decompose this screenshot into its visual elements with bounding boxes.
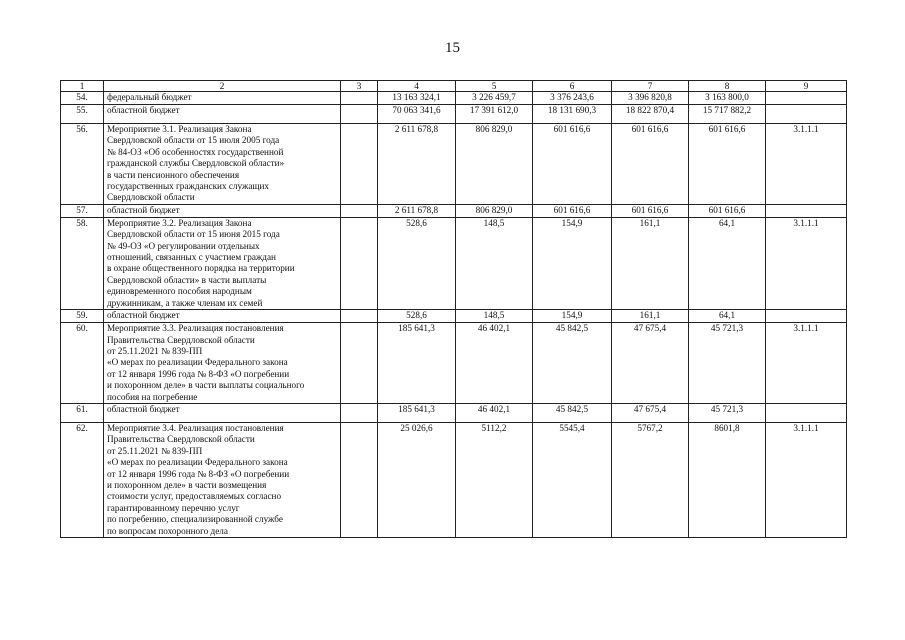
column-header: 4 (378, 81, 456, 92)
row-value-year-1: 806 829,0 (456, 124, 533, 205)
table-row (61, 323, 847, 404)
row-value-year-1: 17 391 612,0 (456, 105, 533, 124)
row-target-code: 3.1.1.1 (766, 323, 847, 404)
row-value-total: 2 611 678,8 (378, 124, 456, 205)
row-value-year-2: 18 131 690,3 (533, 105, 612, 124)
row-value-year-4: 601 616,6 (689, 124, 766, 205)
row-target-code (766, 92, 847, 105)
row-number: 57. (61, 204, 104, 217)
row-value-total: 13 163 324,1 (378, 92, 456, 105)
row-value-year-4: 15 717 882,2 (689, 105, 766, 124)
row-value-total: 25 026,6 (378, 422, 456, 537)
row-value-year-4: 3 163 800,0 (689, 92, 766, 105)
row-value-year-4: 64,1 (689, 310, 766, 323)
row-target-code (766, 204, 847, 217)
row-value-year-3: 601 616,6 (612, 124, 689, 205)
row-value-year-3: 601 616,6 (612, 204, 689, 217)
row-cell-3 (341, 422, 378, 537)
column-header: 9 (766, 81, 847, 92)
row-value-year-1: 148,5 (456, 310, 533, 323)
row-value-total: 70 063 341,6 (378, 105, 456, 124)
row-number: 60. (61, 323, 104, 404)
row-number: 54. (61, 92, 104, 105)
row-value-year-4: 64,1 (689, 217, 766, 309)
row-value-year-2: 154,9 (533, 217, 612, 309)
row-cell-3 (341, 204, 378, 217)
column-header: 2 (104, 81, 341, 92)
table-row (61, 124, 847, 205)
row-value-year-4: 8601,8 (689, 422, 766, 537)
table-row (61, 204, 847, 217)
row-description: областной бюджет (104, 403, 341, 422)
row-value-year-4: 45 721,3 (689, 323, 766, 404)
row-value-year-1: 46 402,1 (456, 403, 533, 422)
table-row (61, 105, 847, 124)
column-header: 6 (533, 81, 612, 92)
row-value-year-2: 3 376 243,6 (533, 92, 612, 105)
table-row (61, 422, 847, 537)
row-value-year-2: 154,9 (533, 310, 612, 323)
column-header: 1 (61, 81, 104, 92)
row-description: Мероприятие 3.3. Реализация постановления Правительства Свердловской области от 25.11.2021 № 839-ПП «О мерах по реализации Федерального закона от 12 января 1996 года № 8-ФЗ «О погребении и похоронном деле» в части выплаты социального пособия на погребение (104, 323, 341, 404)
row-value-total: 185 641,3 (378, 323, 456, 404)
row-value-year-2: 601 616,6 (533, 124, 612, 205)
row-value-total: 185 641,3 (378, 403, 456, 422)
row-value-year-3: 161,1 (612, 217, 689, 309)
row-cell-3 (341, 92, 378, 105)
table-row (61, 217, 847, 309)
row-value-year-4: 45 721,3 (689, 403, 766, 422)
column-header: 5 (456, 81, 533, 92)
table-row (61, 403, 847, 422)
column-header: 8 (689, 81, 766, 92)
table-row (61, 310, 847, 323)
row-description: Мероприятие 3.2. Реализация Закона Свердловской области от 15 июня 2015 года № 49-ОЗ «О регулировании отдельных отношений, связанных с участием граждан в охране общественного порядка на территории Свердловской области» в части выплаты единовременного пособия народным дружинникам, а также членам их семей (104, 217, 341, 309)
row-cell-3 (341, 217, 378, 309)
row-number: 55. (61, 105, 104, 124)
row-number: 61. (61, 403, 104, 422)
row-value-total: 528,6 (378, 310, 456, 323)
table-row (61, 92, 847, 105)
row-value-total: 528,6 (378, 217, 456, 309)
row-target-code (766, 105, 847, 124)
table-header-row (61, 81, 847, 92)
row-cell-3 (341, 105, 378, 124)
row-value-year-3: 47 675,4 (612, 323, 689, 404)
row-value-year-4: 601 616,6 (689, 204, 766, 217)
row-value-year-3: 47 675,4 (612, 403, 689, 422)
row-target-code: 3.1.1.1 (766, 124, 847, 205)
row-value-year-1: 5112,2 (456, 422, 533, 537)
page-number: 15 (445, 40, 460, 56)
row-value-year-1: 46 402,1 (456, 323, 533, 404)
column-header: 3 (341, 81, 378, 92)
row-value-year-3: 5767,2 (612, 422, 689, 537)
row-cell-3 (341, 323, 378, 404)
row-description: областной бюджет (104, 105, 341, 124)
row-description: областной бюджет (104, 310, 341, 323)
row-description: федеральный бюджет (104, 92, 341, 105)
row-value-year-2: 45 842,5 (533, 323, 612, 404)
row-description: Мероприятие 3.1. Реализация Закона Свердловской области от 15 июля 2005 года № 84-ОЗ «Об особенностях государственной гражданской службы Свердловской области» в части пенсионного обеспечения государственных гражданских служащих Свердловской области (104, 124, 341, 205)
row-value-year-2: 601 616,6 (533, 204, 612, 217)
row-value-year-2: 5545,4 (533, 422, 612, 537)
row-value-year-1: 806 829,0 (456, 204, 533, 217)
row-value-year-3: 161,1 (612, 310, 689, 323)
row-value-year-3: 3 396 820,8 (612, 92, 689, 105)
budget-table (60, 80, 847, 538)
row-number: 59. (61, 310, 104, 323)
row-number: 56. (61, 124, 104, 205)
row-value-total: 2 611 678,8 (378, 204, 456, 217)
row-target-code (766, 403, 847, 422)
column-header: 7 (612, 81, 689, 92)
row-cell-3 (341, 403, 378, 422)
row-target-code: 3.1.1.1 (766, 422, 847, 537)
row-value-year-1: 3 226 459,7 (456, 92, 533, 105)
row-number: 62. (61, 422, 104, 537)
row-description: областной бюджет (104, 204, 341, 217)
row-value-year-1: 148,5 (456, 217, 533, 309)
row-cell-3 (341, 310, 378, 323)
row-target-code: 3.1.1.1 (766, 217, 847, 309)
row-cell-3 (341, 124, 378, 205)
row-description: Мероприятие 3.4. Реализация постановления Правительства Свердловской области от 25.11.2021 № 839-ПП «О мерах по реализации Федерального закона от 12 января 1996 года № 8-ФЗ «О погребении и похоронном деле» в части возмещения стоимости услуг, предоставляемых согласно гарантированному перечню услуг по погребению, специализированной службе по вопросам похоронного дела (104, 422, 341, 537)
row-value-year-3: 18 822 870,4 (612, 105, 689, 124)
row-value-year-2: 45 842,5 (533, 403, 612, 422)
row-number: 58. (61, 217, 104, 309)
row-target-code (766, 310, 847, 323)
